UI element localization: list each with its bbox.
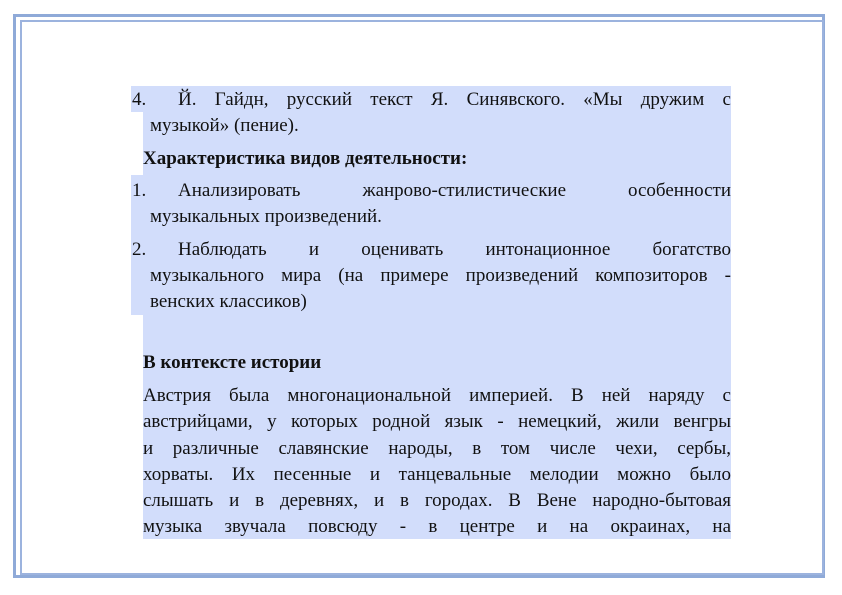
activity-item-2-line3: венских классиков) xyxy=(150,291,307,312)
activity-item-2-line1: Наблюдать и оценивать интонационное богатство xyxy=(178,239,731,260)
list-item-4-line1: Й. Гайдн, русский текст Я. Синявского. «Мы дружим с xyxy=(178,89,731,110)
history-line-5: слышать и в деревнях, и в городах. В Вене народно-бытовая xyxy=(143,490,731,511)
activity-item-2-number: 2. xyxy=(132,239,147,260)
activity-item-1-number: 1. xyxy=(132,180,147,201)
history-heading: В контексте истории xyxy=(143,352,322,373)
history-line-2: австрийцами, у которых родной язык - немецкий, жили венгры xyxy=(143,411,731,432)
activity-item-1-line1: Анализировать жанрово-стилистические особенности xyxy=(178,180,731,201)
activity-item-1-line2: музыкальных произведений. xyxy=(150,206,382,227)
activity-item-2-line2: музыкального мира (на примере произведений композиторов - xyxy=(150,265,731,286)
history-line-1: Австрия была многонациональной империей. В ней наряду с xyxy=(143,385,731,406)
history-line-3: и различные славянские народы, в том числе чехи, сербы, xyxy=(143,438,731,459)
history-line-4: хорваты. Их песенные и танцевальные мелодии можно было xyxy=(143,464,731,485)
list-item-4-number: 4. xyxy=(132,89,147,110)
history-line-6: музыка звучала повсюду - в центре и на окраинах, на xyxy=(143,516,731,537)
list-item-4-line2: музыкой» (пение). xyxy=(150,115,299,136)
activities-heading: Характеристика видов деятельности: xyxy=(143,148,468,169)
